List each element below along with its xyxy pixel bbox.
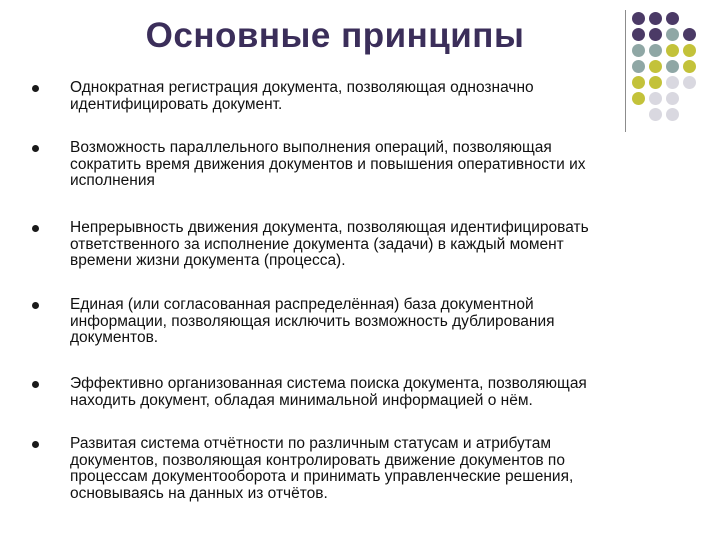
decor-dot xyxy=(683,60,696,73)
bullet-icon xyxy=(32,381,39,388)
decor-dot xyxy=(683,28,696,41)
decor-dot xyxy=(666,12,679,25)
decor-dot xyxy=(683,12,696,25)
decor-dot xyxy=(666,28,679,41)
decor-dot xyxy=(683,92,696,105)
decor-dot xyxy=(649,12,662,25)
decor-dot xyxy=(700,28,713,41)
bullet-icon xyxy=(32,145,39,152)
list-item-text: Однократная регистрация документа, позволяющая однозначно идентифицировать документ. xyxy=(70,79,534,113)
bullet-icon xyxy=(32,441,39,448)
decor-dot xyxy=(649,44,662,57)
bullet-icon xyxy=(32,302,39,309)
decor-dot xyxy=(666,60,679,73)
decor-dot xyxy=(700,60,713,73)
list-item-text: Развитая система отчётности по различным статусам и атрибутам документов, позволяющая контролировать движение документов по процессам документооборота и принимать управленческие решения, основываясь на данных из отчётов. xyxy=(70,435,574,502)
decor-dot xyxy=(700,92,713,105)
decor-dot xyxy=(632,60,645,73)
list-item-text: Непрерывность движения документа, позволяющая идентифицировать ответственного за исполнение документа (задачи) в каждый момент времени жизни документа (процесса). xyxy=(70,219,589,269)
decor-dot xyxy=(632,12,645,25)
decor-dot xyxy=(683,76,696,89)
decor-dot xyxy=(683,44,696,57)
decor-dot xyxy=(700,12,713,25)
decor-dot xyxy=(632,28,645,41)
decor-dot xyxy=(683,108,696,121)
list-item-text: Единая (или согласованная распределённая) база документной информации, позволяющая исключить возможность дублирования документов. xyxy=(70,296,555,346)
list-item-text: Возможность параллельного выполнения операций, позволяющая сократить время движения документов и повышения оперативности их исполнения xyxy=(70,139,586,189)
vertical-divider xyxy=(625,10,626,132)
decor-dot xyxy=(700,44,713,57)
decor-dot xyxy=(632,44,645,57)
decor-dot xyxy=(649,60,662,73)
bullet-icon xyxy=(32,85,39,92)
page-title: Основные принципы xyxy=(145,16,525,55)
decor-dot xyxy=(700,108,713,121)
decor-dot xyxy=(666,44,679,57)
decor-dot xyxy=(700,76,713,89)
decor-dot xyxy=(649,28,662,41)
bullet-icon xyxy=(32,225,39,232)
list-item-text: Эффективно организованная система поиска документа, позволяющая находить документ, обладая минимальной информацией о нём. xyxy=(70,375,587,409)
